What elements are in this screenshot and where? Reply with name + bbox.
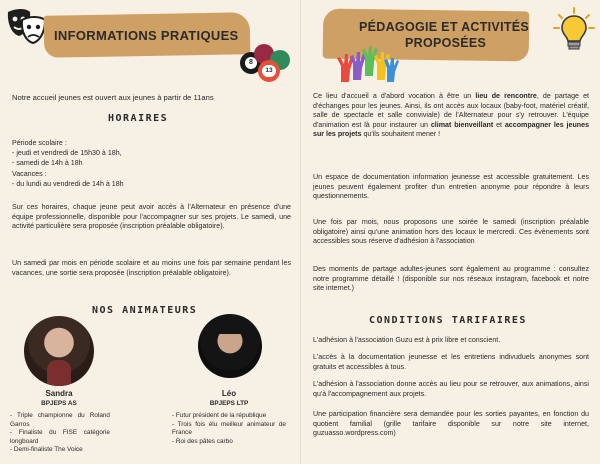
ball-number-13: 13 — [262, 65, 276, 77]
condition-free-access: L'accès à la documentation jeunesse et les entretiens indivuduels anonymes sont gratuits et accessibles à tous. — [313, 353, 589, 371]
condition-paid-outings: Une participation financière sera demandée pour les sorties payantes, en fonction du quotient familial (grille tarifaire disponible sur notre site internet, guzuasso.wordpress.com) — [313, 410, 589, 438]
paragraph-sharing-moments: Des moments de partage adultes-jeunes sont également au programme : consultez notre programme détaillé ! (disponible sur nos réseaux instagram, facebook et notre site internet.) — [313, 265, 589, 293]
schedule-line: - du lundi au vendredi de 14h à 18h — [12, 179, 124, 188]
schedule-list — [12, 138, 212, 189]
bio-line: - Roi des pâtes carbo — [172, 437, 233, 445]
paragraph-access: Sur ces horaires, chaque jeune peut avoir accès à l'Alternateur en présence d'une équipe professionnelle, disponible pour l'accompagner sur ses projets. Le samedi, une activité particulière sera proposée (inscription préalable obligatoire). — [12, 203, 291, 231]
paragraph-outings: Un samedi par mois en période scolaire et au moins une fois par semaine pendant les vacances, une sortie sera proposée (inscription préalable obligatoire). — [12, 259, 291, 277]
p1-text-g: qu'ils souhaitent mener ! — [361, 130, 441, 139]
billiard-balls-icon — [236, 44, 296, 84]
banner-title: INFORMATIONS PRATIQUES — [54, 28, 239, 43]
paragraph-monthly-events: Une fois par mois, nous proposons une soirée le samedi (inscription préalable obligatoire) ainsi qu'une animation hors des locaux le mercredi. Ces évènements sont accessibles sous réserve d'adhésion à l'association — [313, 218, 589, 246]
banner-title-line2: PROPOSÉES — [405, 36, 487, 50]
bio-line: - Futur président de la république — [172, 412, 267, 419]
p1-bold-climate: climat bienveillant — [430, 120, 494, 129]
p1-bold-projects: accompagner les jeunes sur les projets — [313, 120, 590, 139]
avatar-sandra — [24, 316, 94, 386]
p1-text-e: et — [493, 120, 505, 129]
lightbulb-icon — [551, 6, 597, 54]
schedule-line: Vacances : — [12, 169, 47, 178]
p1-text-a: Ce lieu d'accueil a d'abord vocation à être un — [313, 92, 476, 100]
banner-title-line1: PÉDAGOGIE ET ACTIVITÉS — [359, 20, 530, 34]
bio-line: - Demi-finaliste The Voice — [10, 446, 83, 454]
intro-text: Notre accueil jeunes est ouvert aux jeunes à partir de 11ans — [12, 93, 214, 102]
p1-text-c: , de partage et d'échanges pour les jeunes. Ainsi, ils ont accès aux locaux (baby-foot, matériel créatif, salle de spectacle et salle conviviale) de l'Alternateur pour s'y retrouver. L'équipe d'animation est là pour instaurer un — [313, 92, 589, 129]
theatre-masks-icon — [4, 6, 48, 46]
conditions-title: CONDITIONS TARIFAIRES — [369, 315, 527, 326]
animator-role: BPJEPS LTP — [209, 400, 249, 407]
ball-number-8: 8 — [245, 57, 257, 69]
animator-name: Sandra — [45, 389, 73, 398]
paragraph-meeting-place — [313, 92, 589, 140]
raised-hands-icon — [335, 44, 399, 84]
p1-bold-meeting: lieu de rencontre — [475, 92, 537, 100]
horaires-title: HORAIRES — [108, 113, 169, 124]
schedule-line: - samedi de 14h à 18h — [12, 159, 83, 168]
paragraph-documentation: Un espace de documentation information jeunesse est accessible gratuitement. Les jeunes peuvent également profiter d'un entretien anonyme pour répondre à leurs questionnements. — [313, 173, 589, 201]
bio-line: - Trois fois élu meilleur animateur de France — [172, 420, 286, 437]
animateurs-title: NOS ANIMATEURS — [92, 305, 198, 316]
bio-line: - Triple championne du Roland Garros — [10, 412, 110, 428]
condition-membership: L'adhésion à l'association Guzu est à prix libre et conscient. — [313, 336, 501, 344]
bio-line: - Finaliste du FISE catégorie longboard — [10, 429, 110, 445]
condition-membership-access: L'adhésion à l'association donne accès au lieu pour se retrouver, aux animations, ainsi qu'à l'accompagnement aux projets. — [313, 380, 589, 398]
animator-role: BPJEPS AS — [41, 400, 77, 407]
avatar-leo — [198, 314, 262, 378]
right-panel — [300, 0, 600, 464]
animator-bio — [10, 412, 110, 455]
animator-bio — [172, 412, 286, 446]
animator-name: Léo — [221, 389, 237, 398]
schedule-line: - jeudi et vendredi de 15h30 à 18h, — [12, 149, 122, 158]
schedule-line: Période scolaire : — [12, 139, 67, 147]
